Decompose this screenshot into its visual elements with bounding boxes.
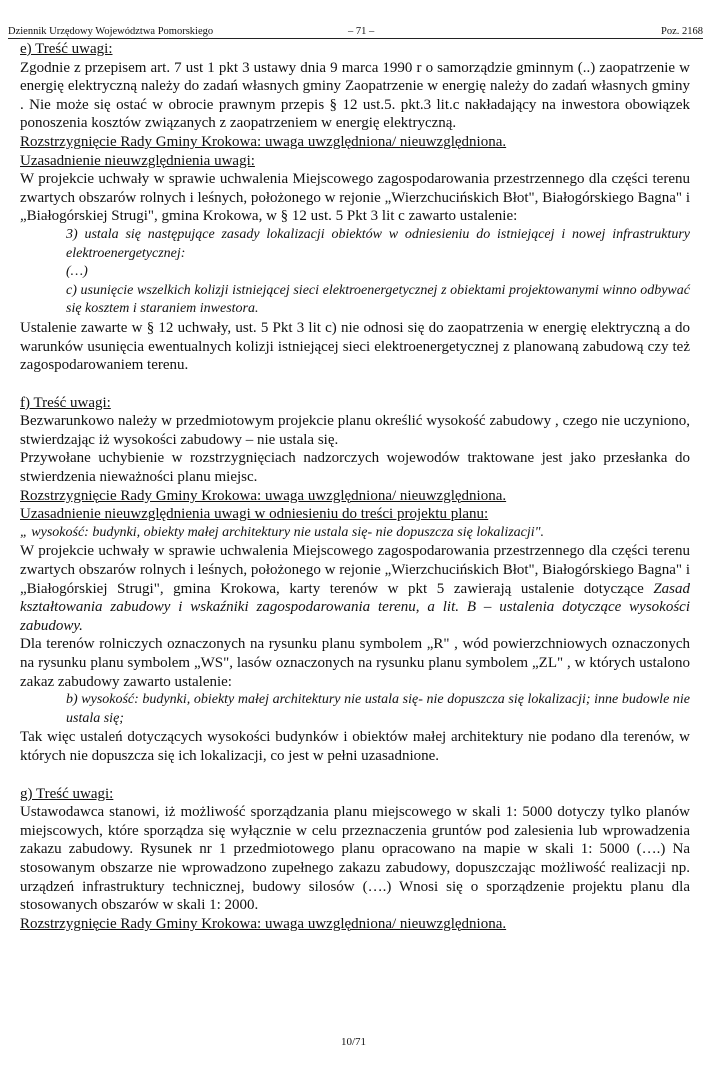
- page-header: [8, 26, 703, 39]
- header-page-number: – 71 –: [348, 26, 375, 37]
- section-e-quote-2: (…): [66, 264, 88, 280]
- section-g-heading: g) Treść uwagi:: [20, 785, 114, 802]
- section-e-quote-1: 3) ustala się następujące zasady lokalizacji obiektów w odniesieniu do istniejącej i nowej infrastruktury elektroenergetycznej:: [66, 226, 690, 261]
- section-f-body-1: Bezwarunkowo należy w przedmiotowym projekcie planu określić wysokość zabudowy , czego nie uczyniono, stwierdzając iż wysokości zabudowy – nie ustala się.: [20, 413, 690, 448]
- journal-title: Dziennik Urzędowy Województwa Pomorskiego: [8, 26, 214, 37]
- section-f-conclusion: Tak więc ustaleń dotyczących wysokości budynków i obiektów małej architektury nie podano dla terenów, w których nie dopuszcza się ich lokalizacji, co jest w pełni uzasadnione.: [20, 729, 690, 764]
- document-body: [20, 40, 690, 933]
- section-gap: [20, 766, 690, 785]
- page-footer: [0, 1036, 707, 1048]
- section-f-quoted-line: „ wysokość: budynki, obiekty małej architektury nie ustala się- nie dopuszcza się lokalizacji".: [20, 524, 545, 540]
- section-e-quote-3: c) usunięcie wszelkich kolizji istniejącej sieci elektroenergetycznej z obiektami projektowanymi winno odbywać się kosztem i staraniem inwestora.: [66, 282, 690, 317]
- section-gap: [20, 375, 690, 394]
- section-f-justification-heading: Uzasadnienie nieuwzględnienia uwagi w odniesieniu do treści projektu planu:: [20, 506, 489, 523]
- section-e-justification-body: W projekcie uchwały w sprawie uchwalenia Miejscowego zagospodarowania przestrzennego dla części terenu zwartych obszarów rolnych i leśnych, położonego w rejonie „Wierzchucińskich Błot", Białogórskiego Bagna" i „Białogórskiej Strugi", gmina Krokowa, w § 12 ust. 5 Pkt 3 lit c zawarto ustalenie:: [20, 171, 690, 225]
- section-e-heading: e) Treść uwagi:: [20, 41, 113, 57]
- section-f-body-3-text: W projekcie uchwały w sprawie uchwalenia Miejscowego zagospodarowania przestrzennego dla części terenu zwartych obszarów rolnych i leśnych, położonego w rejonie „Wierzchucińskich Błot", Białogórskiego Bagna" i „Białogórskiej Strugi", gmina Krokowa, karty terenów w pkt 5 zawierają ustalenie dotyczące: [20, 543, 690, 597]
- section-f-body-3-italic: Zasad kształtowania zabudowy i wskaźniki zagospodarowania terenu, a lit. B – ustalenia dotyczące wysokości zabudowy.: [20, 580, 690, 634]
- section-f-decision: Rozstrzygnięcie Rady Gminy Krokowa: uwaga uwzględniona/ nieuwzględniona.: [20, 487, 507, 504]
- section-e-justification-heading: Uzasadnienie nieuwzględnienia uwagi:: [20, 152, 255, 169]
- section-e-body: Zgodnie z przepisem art. 7 ust 1 pkt 3 ustawy dnia 9 marca 1990 r o samorządzie gminnym (..) zaopatrzenie w energię elektryczną należy do zadań własnych gminy Zaopatrzenie w energię należy do zadań własnych gminy . Nie może się ostać w obrocie prawnym przepis § 12 ust.5. pkt.3 lit.c nakładający na inwestora obowiązek ponoszenia kosztów związanych z zaopatrzeniem w energię elektryczną.: [20, 59, 690, 132]
- footer-page-number: 10/71: [340, 1036, 367, 1048]
- section-g-body: Ustawodawca stanowi, iż możliwość sporządzania planu miejscowego w skali 1: 5000 dotyczy tylko planów miejscowych, które sporządza się wyłącznie w celu przeznaczenia gruntów pod zalesienia lub wprowadzenia zakazu zabudowy. Rysunek nr 1 przedmiotowego planu opracowano na mapie w skali 1: 5000 (….) Na stosowanym obszarze nie wprowadzono zupełnego zakazu zabudowy, dopuszczając możliwość realizacji np. urządzeń infrastruktury technicznej, budowy silosów (….) Wnosi się o sporządzenie projektu planu dla stosowanych obszarów w skali 1: 2000.: [20, 804, 690, 914]
- section-f-body-3: [20, 542, 690, 635]
- section-g-decision: Rozstrzygnięcie Rady Gminy Krokowa: uwaga uwzględniona/ nieuwzględniona.: [20, 915, 507, 932]
- position-number: Poz. 2168: [661, 26, 703, 37]
- section-f-heading: f) Treść uwagi:: [20, 394, 111, 411]
- section-f-body-2: Przywołane uchybienie w rozstrzygnięciach nadzorczych wojewodów traktowane jest jako przesłanka do stwierdzenia nieważności planu miejsc.: [20, 450, 690, 486]
- section-f-body-4: Dla terenów rolniczych oznaczonych na rysunku planu symbolem „R" , wód powierzchniowych oznaczonych na rysunku planu symbolem „WS", lasów oznaczonych na rysunku planu symbolem „ZL" , w których ustalono zakaz zabudowy zawarto ustalenie:: [20, 636, 690, 690]
- section-f-quote: b) wysokość: budynki, obiekty małej architektury nie ustala się- nie dopuszcza się lokalizacji; inne budowle nie ustala się;: [66, 692, 690, 726]
- section-e-decision: Rozstrzygnięcie Rady Gminy Krokowa: uwaga uwzględniona/ nieuwzględniona.: [20, 133, 507, 150]
- section-e-conclusion: Ustalenie zawarte w § 12 uchwały, ust. 5 Pkt 3 lit c) nie odnosi się do zaopatrzenia w energię elektryczną a do warunków usunięcia ewentualnych kolizji istniejącej sieci elektroenergetycznej z planowaną zabudową czy też zagospodarowaniem terenu.: [20, 319, 690, 374]
